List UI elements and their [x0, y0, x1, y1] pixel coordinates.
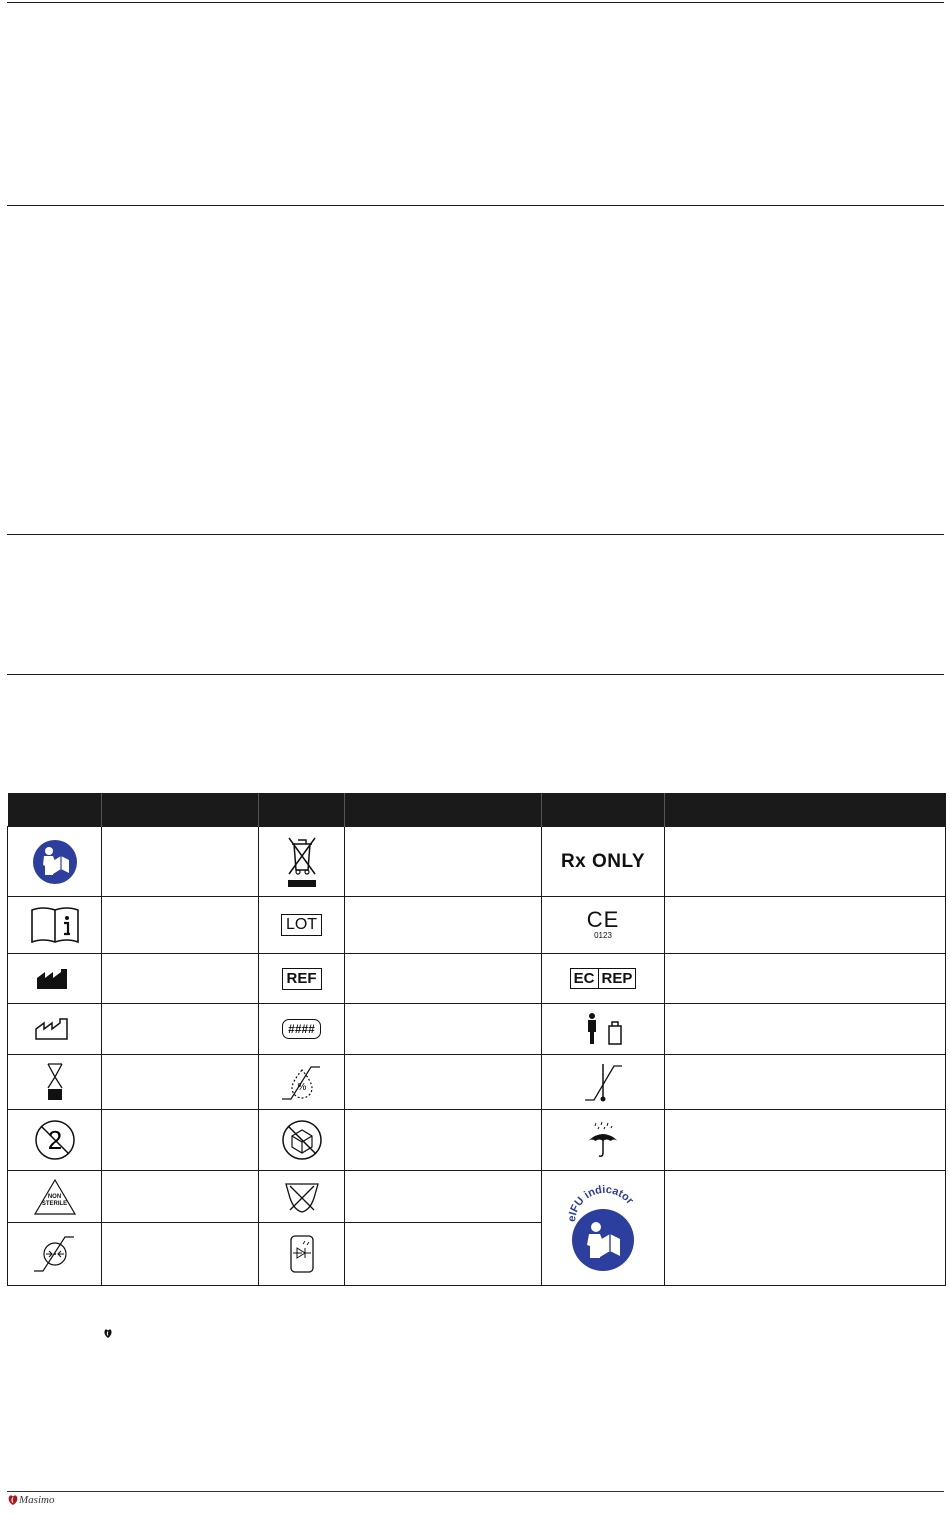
table-row [8, 1171, 946, 1223]
description-cell [102, 1110, 259, 1171]
weee-disposal-icon [284, 834, 320, 890]
symbol-cell [8, 1171, 102, 1223]
body-weight-icon [582, 1012, 624, 1046]
symbol-cell [542, 954, 665, 1004]
non-text: NON [47, 1193, 62, 1200]
description-cell [102, 827, 259, 897]
symbol-cell [259, 1055, 345, 1110]
symbol-cell [542, 1055, 665, 1110]
description-cell [102, 1171, 259, 1223]
symbols-table [7, 793, 946, 1286]
symbol-cell [542, 897, 665, 954]
symbol-cell [8, 897, 102, 954]
table-header-row [8, 793, 946, 827]
non-sterile-icon [33, 1178, 77, 1216]
date-of-manufacture-icon [35, 1017, 75, 1041]
follow-instructions-icon [32, 839, 78, 885]
header-desc-3 [665, 793, 946, 827]
symbol-cell [8, 1110, 102, 1171]
description-cell [665, 1055, 946, 1110]
symbol-cell [259, 1171, 345, 1223]
ce-mark: CE [586, 907, 620, 932]
symbol-cell [8, 827, 102, 897]
table-row [8, 954, 946, 1004]
masimo-mark-icon [104, 1328, 112, 1339]
symbol-cell [259, 1223, 345, 1286]
description-cell [345, 1171, 542, 1223]
symbol-cell [259, 1004, 345, 1055]
rep-text: REP [601, 970, 633, 987]
table-row [8, 1110, 946, 1171]
description-cell [345, 1110, 542, 1171]
ec-rep-label [570, 968, 637, 989]
light-emitting-icon [289, 1234, 315, 1274]
header-symbol-1 [8, 793, 102, 827]
rule-4 [7, 674, 944, 675]
symbol-cell [8, 1055, 102, 1110]
rule-3 [7, 534, 944, 535]
description-cell [102, 1004, 259, 1055]
lot-label: LOT [281, 914, 322, 936]
ec-text: EC [571, 969, 599, 988]
description-cell [102, 1055, 259, 1110]
rule-2 [7, 205, 944, 206]
symbol-cell [542, 1171, 665, 1286]
description-cell [345, 1004, 542, 1055]
description-cell [665, 827, 946, 897]
inline-masimo-mark [104, 1326, 112, 1344]
table-row [8, 827, 946, 897]
symbol-cell [8, 954, 102, 1004]
symbol-cell [259, 1110, 345, 1171]
symbol-cell [542, 1110, 665, 1171]
description-cell [665, 1110, 946, 1171]
rule-top [7, 2, 944, 3]
description-cell [665, 1171, 946, 1286]
eifu-indicator-text: eIFU indicator [565, 1183, 636, 1223]
do-not-use-if-damaged-icon [281, 1119, 323, 1161]
eifu-indicator-icon [563, 1178, 643, 1278]
symbol-cell [542, 1004, 665, 1055]
svg-text:2: 2 [47, 1125, 62, 1155]
consult-instructions-icon [30, 906, 80, 944]
footer-logo [8, 1494, 54, 1506]
svg-text:%: % [297, 1082, 306, 1093]
sterile-text: STERILE [41, 1200, 68, 1207]
description-cell [345, 897, 542, 954]
footer-brand: Masimo [19, 1494, 55, 1506]
description-cell [665, 897, 946, 954]
description-cell [102, 897, 259, 954]
model-number-label: #### [282, 1019, 321, 1039]
header-desc-2 [345, 793, 542, 827]
header-desc-1 [102, 793, 259, 827]
notified-body-number: 0123 [594, 931, 612, 940]
header-symbol-2 [259, 793, 345, 827]
symbol-cell [259, 897, 345, 954]
do-not-reuse-icon [34, 1119, 76, 1161]
header-symbol-3 [542, 793, 665, 827]
description-cell [345, 1223, 542, 1286]
symbol-cell [259, 954, 345, 1004]
symbol-cell [542, 827, 665, 897]
description-cell [345, 827, 542, 897]
humidity-limitation-icon [280, 1062, 324, 1102]
table-row [8, 1004, 946, 1055]
symbol-cell [259, 827, 345, 897]
description-cell [345, 1055, 542, 1110]
keep-dry-icon [586, 1121, 620, 1159]
description-cell [102, 1223, 259, 1286]
footer-rule [7, 1491, 944, 1492]
manufacturer-icon [36, 968, 74, 990]
ref-label: REF [282, 968, 322, 990]
rx-only-label: Rx ONLY [560, 850, 646, 872]
temperature-limitation-icon [583, 1060, 623, 1104]
symbol-cell [8, 1223, 102, 1286]
description-cell [345, 954, 542, 1004]
description-cell [102, 954, 259, 1004]
use-by-icon [45, 1062, 65, 1102]
atmospheric-pressure-icon [32, 1233, 78, 1275]
masimo-logo-icon [8, 1494, 18, 1506]
not-latex-icon [282, 1180, 322, 1214]
table-row [8, 1055, 946, 1110]
symbol-cell [8, 1004, 102, 1055]
description-cell [665, 1004, 946, 1055]
table-row [8, 897, 946, 954]
description-cell [665, 954, 946, 1004]
